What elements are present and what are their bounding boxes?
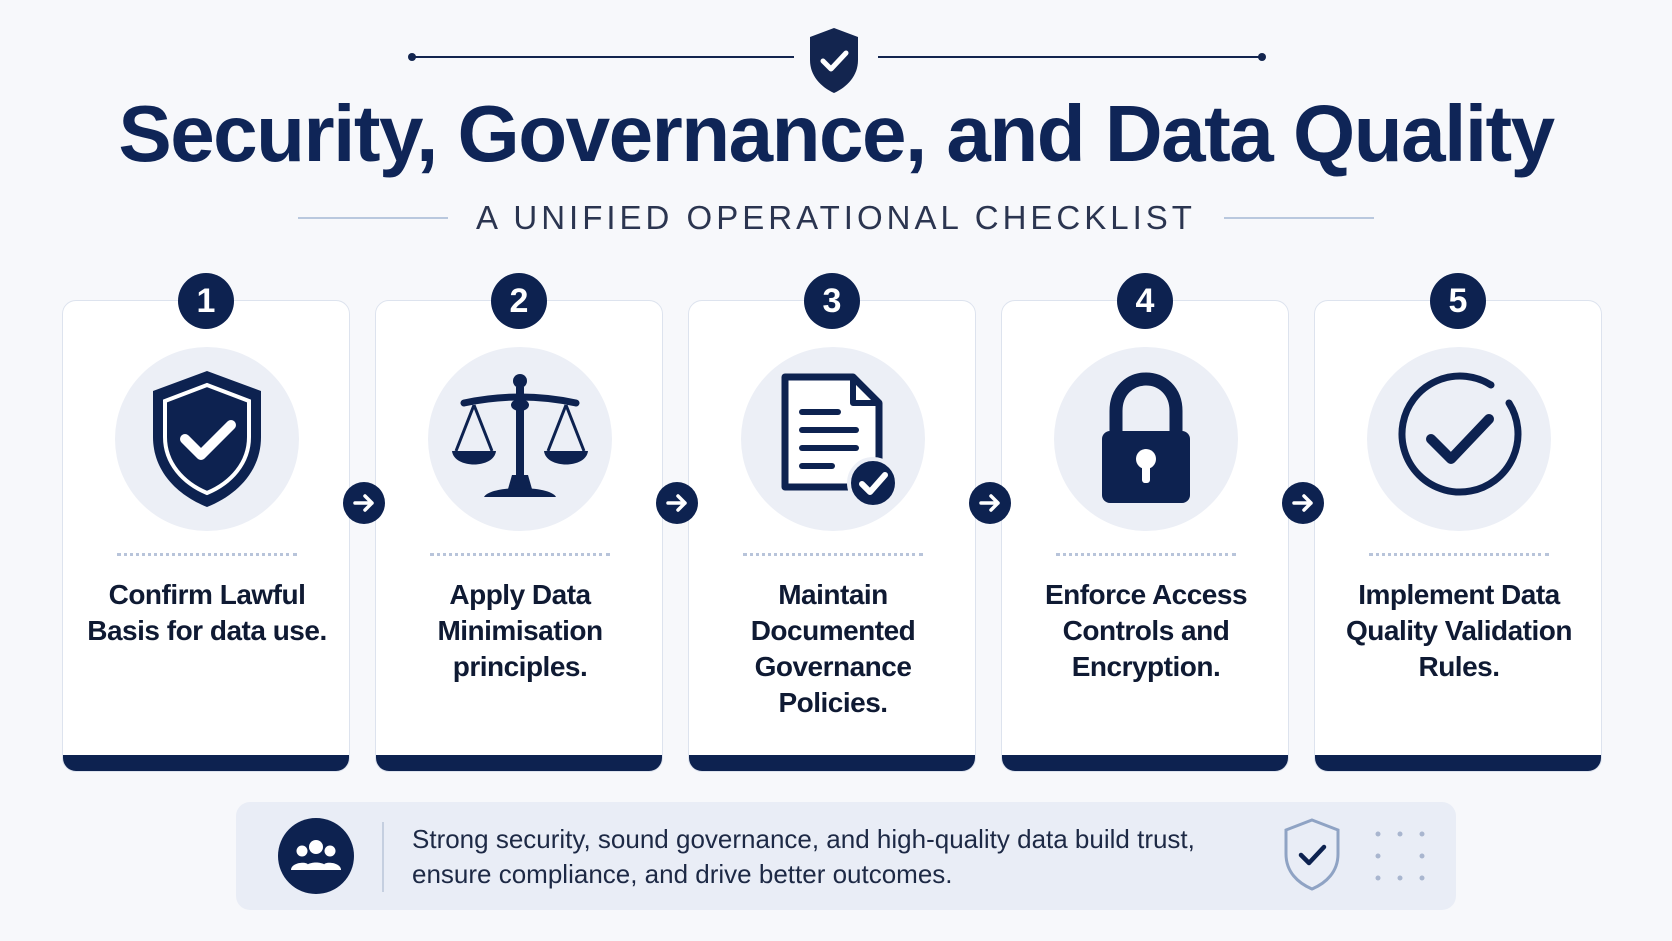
arrow-right-icon (1282, 482, 1324, 524)
step-icon-circle (115, 347, 299, 531)
subtitle-rule-right (1224, 217, 1374, 219)
step-divider (117, 553, 297, 556)
scales-icon (428, 347, 612, 531)
step-text: Apply Data Minimisation principles. (437, 579, 603, 682)
step-card-bar (1315, 755, 1601, 771)
header-rule-dot-left (408, 53, 416, 61)
step-icon-circle (428, 347, 612, 531)
document-check-icon (741, 347, 925, 531)
header-rule-left (412, 56, 794, 58)
step-text: Confirm Lawful Basis for data use. (87, 579, 327, 646)
footer-banner (236, 802, 1456, 910)
step-icon-circle (1367, 347, 1551, 531)
step-card-bar (376, 755, 662, 771)
circle-check-icon (1367, 347, 1551, 531)
step-card-5 (1314, 300, 1602, 772)
step-divider (1369, 553, 1549, 556)
subtitle-row (0, 196, 1672, 240)
step-card-2 (375, 300, 663, 772)
header-rule-right (878, 56, 1262, 58)
step-card-bar (689, 755, 975, 771)
step-card-bar (1002, 755, 1288, 771)
step-number-badge: 2 (491, 273, 547, 329)
step-card-4 (1001, 300, 1289, 772)
people-group-icon (278, 818, 354, 894)
step-card-1 (62, 300, 350, 772)
step-text: Maintain Documented Governance Policies. (750, 579, 916, 718)
step-number-badge: 5 (1430, 273, 1486, 329)
step-divider (1056, 553, 1236, 556)
step-divider (430, 553, 610, 556)
step-icon-circle (1054, 347, 1238, 531)
step-number-badge: 1 (178, 273, 234, 329)
footer-divider (382, 822, 384, 892)
page-title: Security, Governance, and Data Quality (118, 89, 1554, 178)
page-subtitle: A UNIFIED OPERATIONAL CHECKLIST (476, 199, 1196, 236)
arrow-right-icon (969, 482, 1011, 524)
step-text: Enforce Access Controls and Encryption. (1044, 579, 1248, 682)
step-number-badge: 4 (1117, 273, 1173, 329)
arrow-right-icon (343, 482, 385, 524)
arrow-right-icon (656, 482, 698, 524)
step-number-badge: 3 (804, 273, 860, 329)
step-divider (743, 553, 923, 556)
footer-message: Strong security, sound governance, and high-quality data build trust, ensure compliance, and drive better outcomes. (412, 824, 1195, 889)
padlock-icon (1054, 347, 1238, 531)
header-rule-dot-right (1258, 53, 1266, 61)
subtitle-rule-left (298, 217, 448, 219)
dots-grid-icon (1370, 826, 1430, 886)
shield-check-icon (1280, 816, 1344, 892)
step-icon-circle (741, 347, 925, 531)
step-text: Implement Data Quality Validation Rules. (1346, 579, 1572, 682)
shield-check-icon (115, 347, 299, 531)
step-card-3 (688, 300, 976, 772)
step-card-bar (63, 755, 349, 771)
